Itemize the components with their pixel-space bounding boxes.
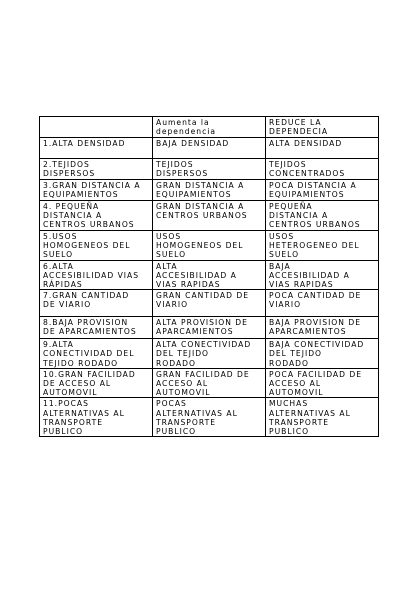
reduce-cell: ALTA DENSIDAD xyxy=(266,138,379,159)
factor-cell: 4. PEQUEÑA DISTANCIA A CENTROS URBANOS xyxy=(40,201,153,231)
reduce-cell: POCA FACILIDAD DE ACCESO AL AUTOMOVIL xyxy=(266,368,379,398)
table-row xyxy=(40,201,379,231)
increase-cell: ALTA PROVISION DE APARCAMIENTOS xyxy=(153,317,266,339)
header-row xyxy=(40,117,379,138)
increase-cell: ALTA CONECTIVIDAD DEL TEJIDO RODADO xyxy=(153,339,266,369)
table-row xyxy=(40,317,379,339)
factor-cell: 1.ALTA DENSIDAD xyxy=(40,138,153,159)
factor-cell: 5.USOS HOMOGENEOS DEL SUELO xyxy=(40,231,153,261)
table-row xyxy=(40,290,379,317)
table-row xyxy=(40,260,379,290)
dependency-table xyxy=(39,116,379,437)
increase-cell: POCAS ALTERNATIVAS AL TRANSPORTE PUBLICO xyxy=(153,398,266,437)
increase-cell: USOS HOMOGENEOS DEL SUELO xyxy=(153,231,266,261)
table-row xyxy=(40,339,379,369)
table-row xyxy=(40,231,379,261)
increase-cell: GRAN DISTANCIA A EQUIPAMIENTOS xyxy=(153,180,266,201)
reduce-cell: USOS HETEROGENEO DEL SUELO xyxy=(266,231,379,261)
table-row xyxy=(40,138,379,159)
reduce-cell: BAJA ACCESIBILIDAD A VIAS RAPIDAS xyxy=(266,260,379,290)
table-row xyxy=(40,180,379,201)
table-row xyxy=(40,159,379,180)
reduce-cell: BAJA PROVISION DE APARCAMIENTOS xyxy=(266,317,379,339)
header-cell-reduce: REDUCE LA DEPENDECIA xyxy=(266,117,379,138)
factor-cell: 9.ALTA CONECTIVIDAD DEL TEJIDO RODADO xyxy=(40,339,153,369)
factor-cell: 11.POCAS ALTERNATIVAS AL TRANSPORTE PUBLICO xyxy=(40,398,153,437)
table-row xyxy=(40,368,379,398)
increase-cell: GRAN DISTANCIA A CENTROS URBANOS xyxy=(153,201,266,231)
factor-cell: 2.TEJIDOS DISPERSOS xyxy=(40,159,153,180)
header-cell-empty xyxy=(40,117,153,138)
increase-cell: GRAN CANTIDAD DE VIARIO xyxy=(153,290,266,317)
reduce-cell: TEJIDOS CONCENTRADOS xyxy=(266,159,379,180)
increase-cell: TEJIDOS DISPERSOS xyxy=(153,159,266,180)
header-cell-increase: Aumenta la dependencia xyxy=(153,117,266,138)
reduce-cell: MUCHAS ALTERNATIVAS AL TRANSPORTE PUBLICO xyxy=(266,398,379,437)
reduce-cell: POCA DISTANCIA A EQUIPAMIENTOS xyxy=(266,180,379,201)
factor-cell: 6.ALTA ACCESIBILIDAD VIAS RÁPIDAS xyxy=(40,260,153,290)
factor-cell: 8.BAJA PROVISION DE APARCAMIENTOS xyxy=(40,317,153,339)
factor-cell: 7.GRAN CANTIDAD DE VIARIO xyxy=(40,290,153,317)
increase-cell: GRAN FACILIDAD DE ACCESO AL AUTOMOVIL xyxy=(153,368,266,398)
reduce-cell: PEQUEÑA DISTANCIA A CENTROS URBANOS xyxy=(266,201,379,231)
reduce-cell: POCA CANTIDAD DE VIARIO xyxy=(266,290,379,317)
increase-cell: ALTA ACCESIBILIDAD A VIAS RAPIDAS xyxy=(153,260,266,290)
factor-cell: 10.GRAN FACILIDAD DE ACCESO AL AUTOMOVIL xyxy=(40,368,153,398)
increase-cell: BAJA DENSIDAD xyxy=(153,138,266,159)
table-row xyxy=(40,398,379,437)
reduce-cell: BAJA CONECTIVIDAD DEL TEJIDO RODADO xyxy=(266,339,379,369)
factor-cell: 3.GRAN DISTANCIA A EQUIPAMIENTOS xyxy=(40,180,153,201)
